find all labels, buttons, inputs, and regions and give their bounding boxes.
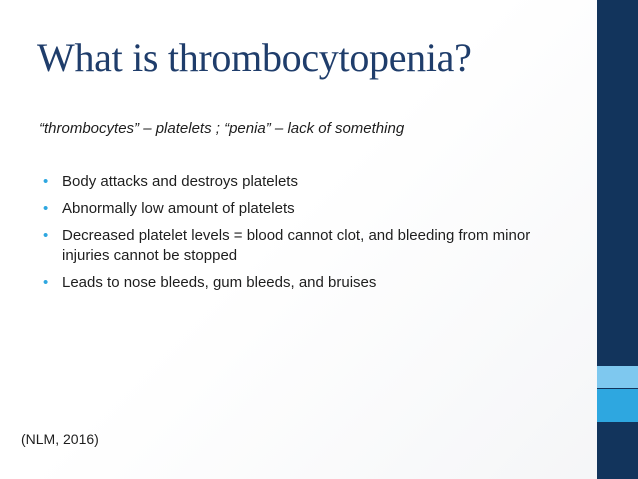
bullet-dot-icon: • (43, 274, 49, 291)
bullet-dot-icon: • (43, 200, 49, 217)
bullet-text: Decreased platelet levels = blood cannot clot, and bleeding from minor injuries cannot be stopped (62, 227, 531, 264)
slide-title: What is thrombocytopenia? (37, 35, 472, 80)
bullet-text: Leads to nose bleeds, gum bleeds, and bruises (62, 274, 377, 291)
accent-segment-mid (597, 389, 638, 422)
definition-subtitle: “thrombocytes” – platelets ; “penia” – lack of something (39, 120, 405, 137)
bullet-dot-icon: • (43, 173, 49, 190)
accent-segment-light (597, 366, 638, 388)
bullet-dot-icon: • (43, 227, 49, 244)
bullet-item (43, 199, 563, 219)
bullet-text: Body attacks and destroys platelets (62, 173, 298, 190)
bullet-text: Abnormally low amount of platelets (62, 200, 295, 217)
bullet-item (43, 172, 563, 192)
bullet-item (43, 273, 563, 293)
bullet-list (43, 172, 563, 300)
bullet-item (43, 226, 563, 266)
citation: (NLM, 2016) (21, 431, 99, 447)
right-accent-band (597, 0, 638, 479)
